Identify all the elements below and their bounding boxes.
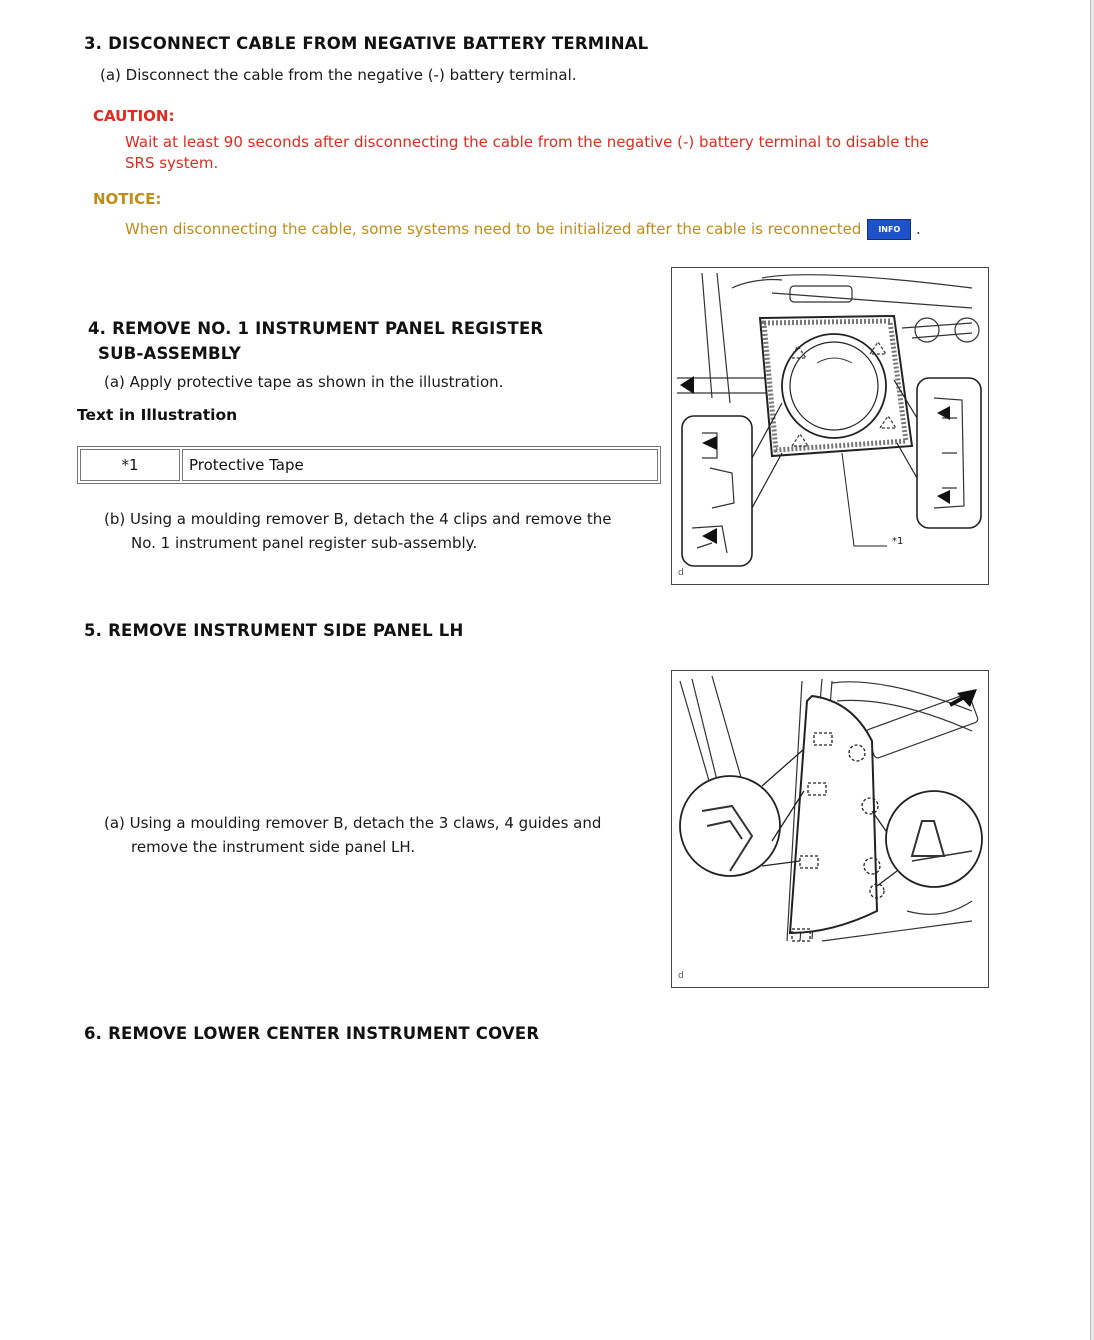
caution-text xyxy=(125,132,929,174)
figure-corner-mark: d xyxy=(678,568,684,578)
step4-heading-line-1: 4. REMOVE NO. 1 INSTRUMENT PANEL REGISTER xyxy=(88,319,544,338)
step4-b-line-1: (b) Using a moulding remover B, detach the 4 clips and remove the xyxy=(104,510,612,528)
figure-corner-mark: d xyxy=(678,971,684,981)
step4-heading xyxy=(88,316,543,366)
caution-line-1: Wait at least 90 seconds after disconnecting the cable from the negative (-) battery terminal to disable the xyxy=(125,133,929,151)
side-panel-illustration xyxy=(671,670,989,988)
text-in-illustration-heading: Text in Illustration xyxy=(77,406,238,424)
register-illustration xyxy=(671,267,989,585)
illustration-legend-table xyxy=(77,446,661,484)
step5-heading: 5. REMOVE INSTRUMENT SIDE PANEL LH xyxy=(84,621,464,640)
step5-a-line-1: (a) Using a moulding remover B, detach the 3 claws, 4 guides and xyxy=(104,814,602,832)
step6-heading: 6. REMOVE LOWER CENTER INSTRUMENT COVER xyxy=(84,1024,540,1043)
step4-heading-line-2: SUB-ASSEMBLY xyxy=(98,344,242,363)
step4-b-text xyxy=(104,507,611,555)
side-panel-drawing xyxy=(672,671,988,987)
caution-label: CAUTION: xyxy=(93,107,175,125)
step5-a-text xyxy=(104,811,601,859)
legend-value: Protective Tape xyxy=(182,449,658,481)
table-row xyxy=(80,449,658,481)
info-button[interactable]: INFO xyxy=(867,219,911,240)
notice-body: When disconnecting the cable, some systems need to be initialized after the cable is reconnected xyxy=(125,220,862,238)
figure-callout-1: *1 xyxy=(892,536,904,547)
step3-a-text: (a) Disconnect the cable from the negative (-) battery terminal. xyxy=(100,66,577,84)
legend-key: *1 xyxy=(80,449,180,481)
register-drawing xyxy=(672,268,988,584)
step5-a-line-2: remove the instrument side panel LH. xyxy=(131,838,416,856)
notice-label: NOTICE: xyxy=(93,190,162,208)
notice-period: . xyxy=(916,220,921,238)
notice-text xyxy=(125,219,921,240)
step3-heading: 3. DISCONNECT CABLE FROM NEGATIVE BATTERY TERMINAL xyxy=(84,34,649,53)
step4-a-text: (a) Apply protective tape as shown in the illustration. xyxy=(104,373,504,391)
step4-b-line-2: No. 1 instrument panel register sub-assembly. xyxy=(131,534,478,552)
caution-line-2: SRS system. xyxy=(125,154,219,172)
